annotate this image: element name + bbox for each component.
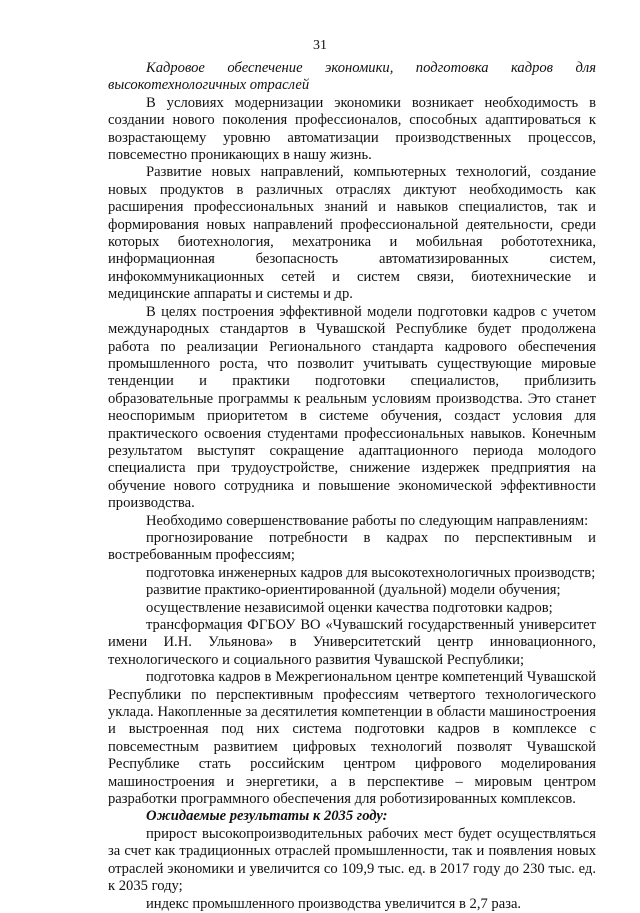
page-number: 31 — [313, 38, 327, 53]
paragraph: В условиях модернизации экономики возникает необходимость в создании нового поколения профессионалов, способных адаптироваться к возрастающему уровню автоматизации производственных процессов, повсеместно проникающих в нашу жизнь. — [108, 94, 596, 164]
results-heading: Ожидаемые результаты к 2035 году: — [146, 808, 388, 825]
result-item: индекс промышленного производства увеличится в 2,7 раза. — [146, 895, 522, 912]
paragraph: Необходимо совершенствование работы по следующим направлениям: — [146, 512, 589, 529]
direction-item: подготовка кадров в Межрегиональном центре компетенций Чувашской Республики по перспективным профессиям четвертого технологического уклада. Накопленные за десятилетия компетенции в области машиностроения и выстроенная под них система подготовки кадров в комплексе с повсеместным развитием цифровых технологий позволят Чувашской Республике стать российским центром цифрового моделирования машиностроения и энергетики, а в перспективе – мировым центром разработки программного обеспечения для роботизированных комплексов. — [108, 669, 596, 808]
direction-item: прогнозирование потребности в кадрах по перспективным и востребованным профессиям; — [108, 529, 596, 564]
document-body — [108, 60, 596, 913]
direction-item: осуществление независимой оценки качества подготовки кадров; — [146, 599, 553, 616]
direction-item: трансформация ФГБОУ ВО «Чувашский государственный университет имени И.Н. Ульянова» в Университетский центр инновационного, технологического и социального развития Чувашской Республики; — [108, 617, 596, 668]
result-item: прирост высокопроизводительных рабочих мест будет осуществляться за счет как традиционных отраслей промышленности, так и появления новых отраслей экономики и увеличится со 109,9 тыс. ед. в 2017 году до 230 тыс. ед. к 2035 году; — [108, 825, 596, 895]
direction-item: развитие практико-ориентированной (дуальной) модели обучения; — [146, 582, 561, 599]
direction-item: подготовка инженерных кадров для высокотехнологичных производств; — [146, 564, 596, 581]
paragraph: Развитие новых направлений, компьютерных технологий, создание новых продуктов в различных отраслях диктуют необходимость как расширения профессиональных знаний и навыков специалистов, так и формирования новых направлений профессиональной деятельности, среди которых биотехнология, мехатроника и мобильная робототехника, информационная безопасность автоматизированных систем, инфокоммуникационных сетей и систем связи, биотехнические и медицинские аппараты и системы и др. — [108, 164, 596, 303]
paragraph: В целях построения эффективной модели подготовки кадров с учетом международных стандартов в Чувашской Республике будет продолжена работа по реализации Регионального стандарта кадрового обеспечения промышленного роста, что позволит учитывать существующие мировые тенденции и практики подготовки специалистов, приблизить образовательные программы к реальным условиям производства. Это станет неоспоримым приоритетом в системе обучения, создаст условия для практического освоения студентами профессиональных навыков. Конечным результатом выступят сокращение адаптационного периода молодого специалиста при трудоустройстве, снижение издержек предприятия на обучение нового сотрудника и повышение экономической эффективности производства. — [108, 303, 596, 512]
section-heading: Кадровое обеспечение экономики, подготовка кадров для высокотехнологичных отраслей — [108, 60, 596, 94]
